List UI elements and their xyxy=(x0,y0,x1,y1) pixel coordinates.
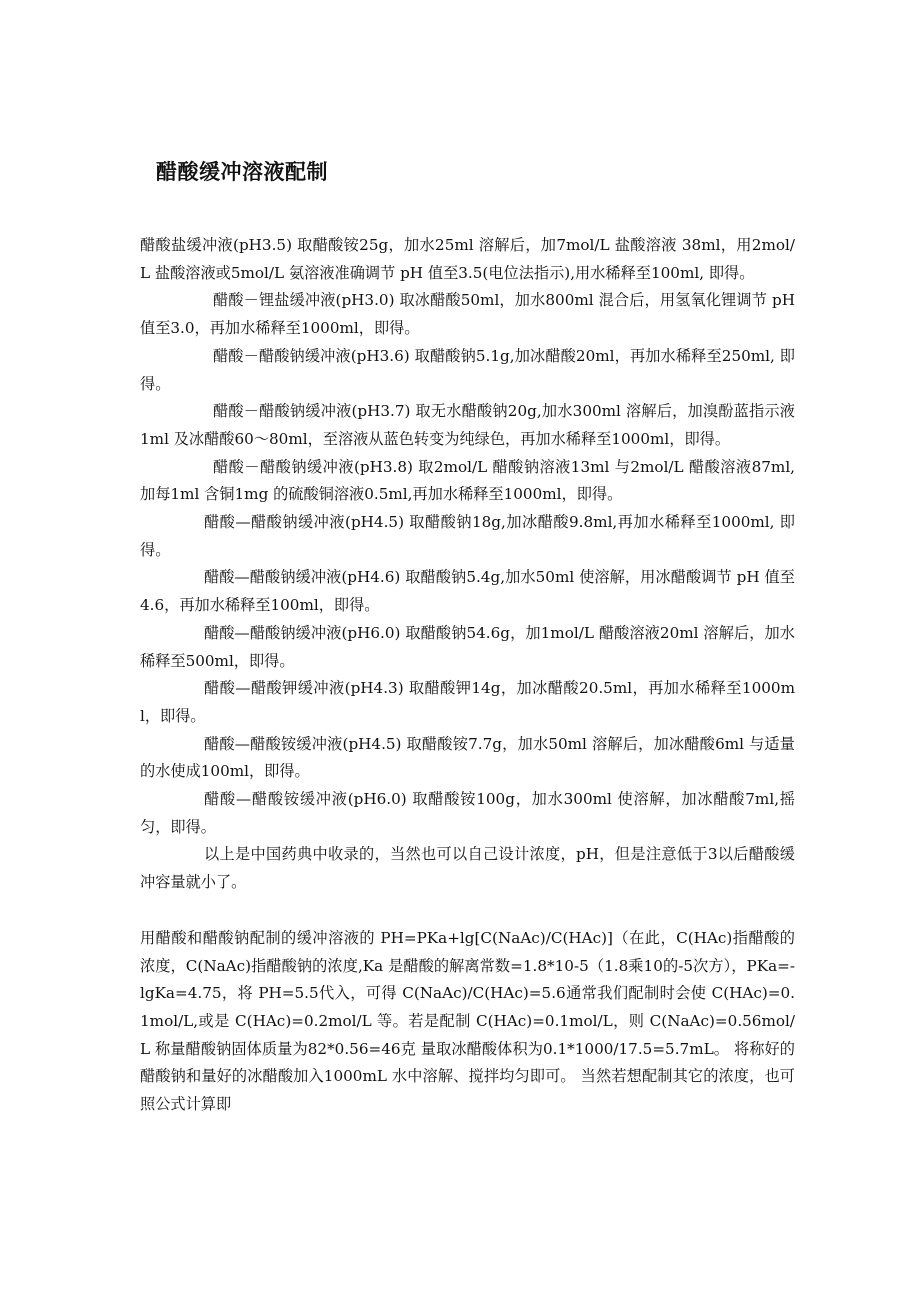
paragraph-acetic-sodium-buffer-ph3-8: 醋酸－醋酸钠缓冲液(pH3.8) 取2mol/L 醋酸钠溶液13ml 与2mol/L 醋酸溶液87ml,加每1ml 含铜1mg 的硫酸铜溶液0.5ml,再加水稀释至1000ml，即得。 xyxy=(140,457,795,504)
paragraph-acetic-sodium-buffer-ph6-0: 醋酸—醋酸钠缓冲液(pH6.0) 取醋酸钠54.6g，加1mol/L 醋酸溶液20ml 溶解后，加水稀释至500ml，即得。 xyxy=(140,623,795,670)
document-body xyxy=(140,232,795,1119)
paragraph-acetic-potassium-buffer-ph4-3: 醋酸—醋酸钾缓冲液(pH4.3) 取醋酸钾14g，加冰醋酸20.5ml，再加水稀释至1000ml，即得。 xyxy=(140,679,795,725)
document-title: 醋酸缓冲溶液配制 xyxy=(156,160,328,184)
paragraph-acetic-sodium-buffer-ph4-6: 醋酸—醋酸钠缓冲液(pH4.6) 取醋酸钠5.4g,加水50ml 使溶解，用冰醋酸调节 pH 值至4.6，再加水稀释至100ml，即得。 xyxy=(140,568,795,615)
paragraph-acetic-sodium-buffer-ph3-7: 醋酸－醋酸钠缓冲液(pH3.7) 取无水醋酸钠20g,加水300ml 溶解后，加溴酚蓝指示液1ml 及冰醋酸60～80ml，至溶液从蓝色转变为纯绿色，再加水稀释至1000ml，即得。 xyxy=(140,402,795,448)
paragraph-acetic-sodium-buffer-ph3-6: 醋酸－醋酸钠缓冲液(pH3.6) 取醋酸钠5.1g,加冰醋酸20ml，再加水稀释至250ml, 即得。 xyxy=(140,346,795,393)
paragraph-acetic-sodium-buffer-ph4-5: 醋酸—醋酸钠缓冲液(pH4.5) 取醋酸钠18g,加冰醋酸9.8ml,再加水稀释至1000ml, 即得。 xyxy=(140,513,795,559)
paragraph-acetic-ammonium-buffer-ph6-0: 醋酸—醋酸铵缓冲液(pH6.0) 取醋酸铵100g，加水300ml 使溶解，加冰醋酸7ml,摇匀，即得。 xyxy=(140,790,795,836)
paragraph-acetate-buffer-ph3-5: 醋酸盐缓冲液(pH3.5) 取醋酸铵25g，加水25ml 溶解后，加7mol/L 盐酸溶液 38ml，用2mol/L 盐酸溶液或5mol/L 氨溶液准确调节 pH 值至3.5(电位法指示),用水稀释至100ml, 即得。 xyxy=(140,236,795,282)
paragraph-pharmacopoeia-note: 以上是中国药典中收录的，当然也可以自己设计浓度，pH，但是注意低于3以后醋酸缓冲容量就小了。 xyxy=(140,845,795,892)
paragraph-acetic-ammonium-buffer-ph4-5: 醋酸—醋酸铵缓冲液(pH4.5) 取醋酸铵7.7g，加水50ml 溶解后，加冰醋酸6ml 与适量的水使成100ml，即得。 xyxy=(140,734,795,781)
paragraph-henderson-calculation: 用醋酸和醋酸钠配制的缓冲溶液的 PH=PKa+lg[C(NaAc)/C(HAc)]（在此，C(HAc)指醋酸的浓度，C(NaAc)指醋酸钠的浓度,Ka 是醋酸的解离常数=1.8*10-5（1.8乘10的-5次方），PKa=-lgKa=4.75，将 PH=5.5代入，可得 C(NaAc)/C(HAc)=5.6通常我们配制时会使 C(HAc)=0.1mol/L,或是 C(HAc)=0.2mol/L 等。若是配制 C(HAc)=0.1mol/L，则 C(NaAc)=0.56mol/L 称量醋酸钠固体质量为82*0.56=46克 量取冰醋酸体积为0.1*1000/17.5=5.7mL。 将称好的醋酸钠和量好的冰醋酸加入1000mL 水中溶解、搅拌均匀即可。 当然若想配制其它的浓度，也可照公式计算即 xyxy=(140,928,795,1114)
paragraph-acetic-lithium-buffer-ph3-0: 醋酸－锂盐缓冲液(pH3.0) 取冰醋酸50ml，加水800ml 混合后，用氢氧化锂调节 pH 值至3.0，再加水稀释至1000ml，即得。 xyxy=(140,291,795,338)
